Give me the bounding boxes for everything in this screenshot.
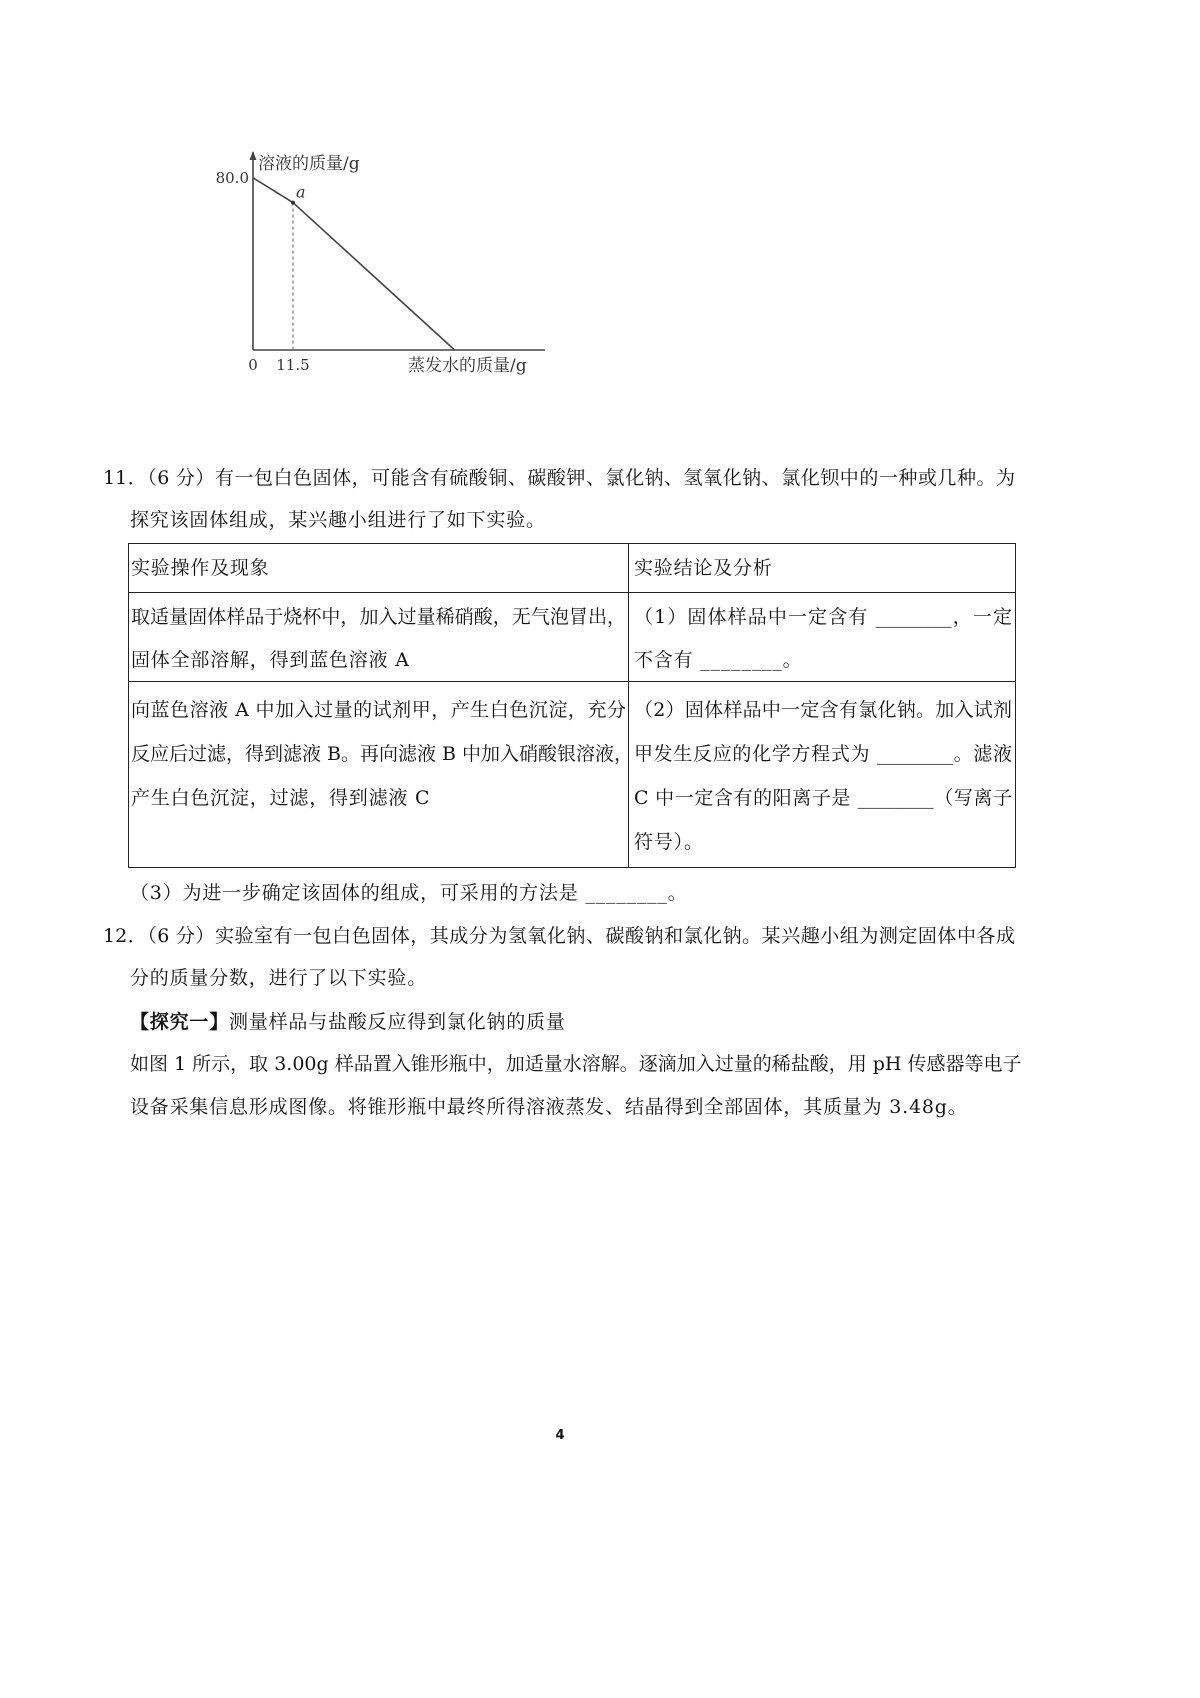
q11-stem-line: 11．（6 分）有一包白色固体，可能含有硫酸铜、碳酸钾、氯化钠、氢氧化钠、氯化钡中的一种或几种。为 (103, 467, 1015, 489)
cell-line: 取适量固体样品于烧杯中，加入过量稀硝酸，无气泡冒出， (131, 606, 626, 628)
table-cell-operation (129, 682, 634, 867)
cell-line: 反应后过滤，得到滤液 B。再向滤液 B 中加入硝酸银溶液， (131, 743, 634, 765)
cell-line: 不含有 ________。 (634, 649, 803, 671)
q12-paragraph-line: 如图 1 所示，取 3.00g 样品置入锥形瓶中，加适量水溶解。逐滴加入过量的稀盐酸，用 pH 传感器等电子 (130, 1053, 1022, 1075)
x-axis-label: 蒸发水的质量/g (408, 356, 527, 376)
q12-paragraph-line: 设备采集信息形成图像。将锥形瓶中最终所得溶液蒸发、结晶得到全部固体，其质量为 3.48g。 (130, 1096, 968, 1118)
q12-section-heading (130, 1001, 566, 1043)
section-title: 测量样品与盐酸反应得到氯化钠的质量 (229, 1011, 566, 1033)
table-header-operation (129, 544, 629, 593)
cell-line: （2）固体样品中一定含有氯化钠。加入试剂 (634, 699, 1012, 721)
y-tick-label: 80.0 (215, 168, 249, 187)
series-line-segment (253, 178, 293, 203)
table-cell-operation (129, 593, 629, 682)
cell-line: C 中一定含有的阳离子是 ________（写离子 (634, 787, 1012, 809)
x-tick-label: 11.5 (276, 356, 310, 374)
table-header-label: 实验操作及现象 (131, 557, 270, 579)
solution-mass-chart (200, 130, 560, 390)
q12-stem-line: 12．（6 分）实验室有一包白色固体，其成分为氢氧化钠、碳酸钠和氯化钠。某兴趣小组为测定固体中各成 (103, 925, 1015, 947)
cell-line: （1）固体样品中一定含有 ________，一定 (634, 606, 1012, 628)
cell-line: 符号）。 (634, 831, 704, 853)
q12-stem-line: 分的质量分数，进行了以下实验。 (130, 967, 428, 989)
page-number: 4 (555, 1428, 565, 1443)
table-cell-conclusion (629, 593, 1015, 682)
q11-part-3: （3）为进一步确定该固体的组成，可采用的方法是 ________。 (130, 882, 688, 904)
chart-plot-layer (216, 151, 545, 374)
cell-line: 产生白色沉淀，过滤，得到滤液 C (131, 787, 431, 809)
section-label: 【探究一】 (130, 1011, 230, 1033)
y-axis-label: 溶液的质量/g (258, 154, 360, 174)
table-header-label: 实验结论及分析 (634, 557, 773, 579)
experiment-table (128, 543, 1016, 868)
series-line-segment (293, 203, 455, 350)
q11-stem-line: 探究该固体组成，某兴趣小组进行了如下实验。 (130, 509, 546, 531)
y-axis-arrow (250, 151, 257, 160)
cell-line: 向蓝色溶液 A 中加入过量的试剂甲，产生白色沉淀，充分 (131, 699, 626, 721)
data-point-marker (291, 201, 295, 205)
table-header-conclusion (629, 544, 1015, 593)
cell-line: 固体全部溶解，得到蓝色溶液 A (131, 649, 410, 671)
cell-line: 甲发生反应的化学方程式为 ________。滤液 (634, 743, 1012, 765)
table-cell-conclusion (629, 682, 1015, 867)
point-label: a (295, 182, 306, 202)
x-tick-label: 0 (248, 356, 258, 374)
